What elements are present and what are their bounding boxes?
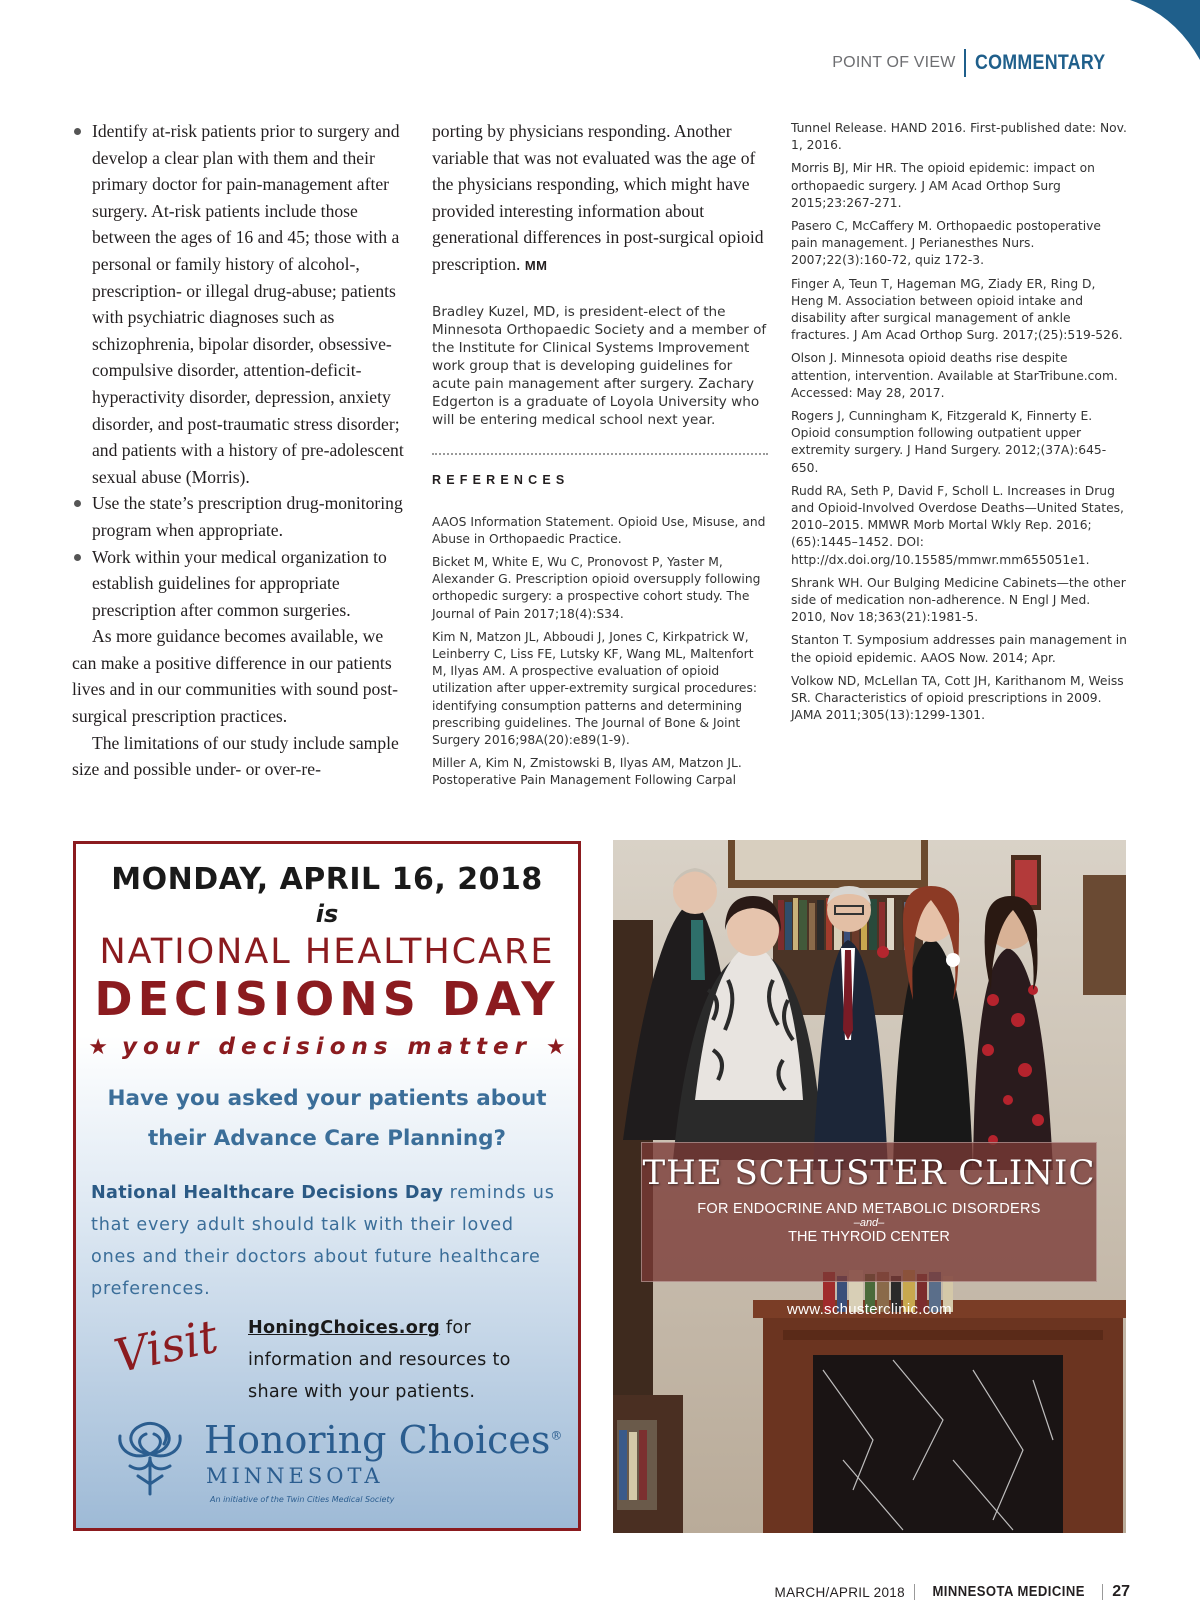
honoring-choices-logo-icon	[110, 1414, 190, 1498]
references-heading: REFERENCES	[432, 472, 570, 487]
clinic-subtitle-2: THE THYROID CENTER	[788, 1229, 950, 1245]
references-column-3	[791, 120, 1129, 731]
reference-item: AAOS Information Statement. Opioid Use, Misuse, and Abuse in Orthopaedic Practice.	[432, 514, 766, 546]
body-paragraph	[432, 118, 768, 280]
references-list	[432, 514, 768, 790]
star-icon: ★	[88, 1035, 108, 1060]
body-paragraph: The limitations of our study include sample size and possible under- or over-re-	[72, 732, 399, 780]
clinic-website-link[interactable]: www.schusterclinic.com	[787, 1301, 952, 1318]
body-paragraph: As more guidance becomes available, we can make a positive difference in our patients lives and in our communities with sound post-surgical prescription practices.	[72, 626, 398, 727]
author-bio: Bradley Kuzel, MD, is president-elect of the Minnesota Orthopaedic Society and a member of the Institute for Clinical Systems Improvement work group that is developing guidelines for acute pain management after surgery. Zachary Edgerton is a graduate of Loyola University who will be entering medical school next year.	[432, 303, 767, 428]
page-footer	[775, 1581, 1130, 1603]
reference-item: Miller A, Kim N, Zmistowski B, Ilyas AM, Matzon JL. Postoperative Pain Management Following Carpal	[432, 756, 742, 788]
reference-item: Kim N, Matzon JL, Abboudi J, Jones C, Kirkpatrick W, Leinberry C, Liss FE, Lutsky KF, Wang ML, Maltenfort M, Ilyas AM. A prospective evaluation of opioid utilization after upper-extremity surgical procedures: identifying consumption patterns and determining prescribing guidelines. The Journal of Bone & Joint Surgery 2016;98A(20):e89(1-9).	[432, 629, 758, 747]
registered-mark: ®	[550, 1428, 563, 1443]
ad-reminder-text	[91, 1177, 561, 1305]
visit-rest: for information and resources to share with your patients.	[248, 1318, 511, 1402]
footer-divider	[914, 1584, 915, 1600]
page-header	[832, 48, 1128, 78]
visit-link[interactable]: HoningChoices.org	[248, 1318, 441, 1338]
magazine-name: MINNESOTA MEDICINE	[932, 1584, 1085, 1600]
reference-item: Volkow ND, McLellan TA, Cott JH, Karithanom M, Weiss SR. Characteristics of opioid prescriptions in 2009. JAMA 2011;305(13):1299-1301.	[791, 673, 1124, 723]
logo-state: MINNESOTA	[206, 1464, 384, 1488]
logo-name	[204, 1418, 562, 1462]
corner-accent	[1120, 0, 1200, 60]
reference-item: Stanton T. Symposium addresses pain management in the opioid epidemic. AAOS Now. 2014; Apr.	[791, 633, 1127, 665]
reminder-rest: reminds us that every adult should talk with their loved ones and their doctors about future healthcare preferences.	[91, 1183, 555, 1299]
category-label: COMMENTARY	[974, 51, 1105, 74]
reference-item: Shrank WH. Our Bulging Medicine Cabinets—the other side of medication non-adherence. N Engl J Med. 2010, Nov 18;363(21):1981-5.	[791, 575, 1126, 625]
issue-date: MARCH/APRIL 2018	[774, 1584, 905, 1600]
ad-tagline	[76, 1034, 578, 1060]
clinic-banner	[641, 1142, 1097, 1282]
end-mark: MM	[524, 257, 548, 273]
ad-headline-line1: NATIONAL HEALTHCARE	[99, 932, 555, 972]
logo-name-text: Honoring Choices	[204, 1418, 551, 1462]
star-icon: ★	[546, 1035, 566, 1060]
list-item: Work within your medical organization to establish guidelines for appropriate prescription after common surgeries.	[72, 544, 404, 624]
section-label: POINT OF VIEW	[832, 54, 956, 71]
tagline-text: your decisions matter	[122, 1034, 532, 1060]
ad-date: MONDAY, APRIL 16, 2018	[111, 862, 543, 897]
article-column-2	[432, 118, 768, 796]
list-item: Identify at-risk patients prior to surgery and develop a clear plan with them and their primary doctor for pain-management after surgery. At-risk patients include those between the ages of 16 and 45; those with a personal or family history of alcohol-, prescription- or illegal drug-abuse; patients with psychiatric diagnoses such as schizophrenia, bipolar disorder, obsessive-compulsive disorder, attention-deficit-hyperactivity disorder, depression, anxiety disorder, and post-traumatic stress disorder; and patients with a history of pre-adolescent sexual abuse (Morris).	[72, 118, 404, 490]
clinic-and: –and–	[853, 1217, 885, 1229]
reference-item: Olson J. Minnesota opioid deaths rise despite attention, intervention. Available at StarTribune.com. Accessed: May 28, 2017.	[791, 351, 1118, 400]
ad-question-line2: their Advance Care Planning?	[147, 1126, 507, 1151]
ad-headline-line2: DECISIONS DAY	[94, 972, 560, 1026]
reference-item: Morris BJ, Mir HR. The opioid epidemic: impact on orthopaedic surgery. J AM Acad Orthop Surg 2015;23:267-271.	[791, 161, 1095, 210]
footer-divider	[1102, 1584, 1103, 1600]
recommendation-list	[72, 118, 404, 623]
clinic-title: THE SCHUSTER CLINIC	[642, 1153, 1096, 1193]
header-divider	[964, 49, 966, 77]
reference-item: Finger A, Teun T, Hageman MG, Ziady ER, Ring D, Heng M. Association between opioid intake and disability after surgical management of ankle fractures. J Am Acad Orthop Surg. 2017;(25):519-526.	[791, 276, 1123, 343]
clinic-subtitle: FOR ENDOCRINE AND METABOLIC DISORDERS	[697, 1201, 1041, 1217]
ad-question-line1: Have you asked your patients about	[107, 1086, 547, 1111]
reference-item: Tunnel Release. HAND 2016. First-published date: Nov. 1, 2016.	[791, 121, 1127, 153]
group-of-people	[623, 868, 1053, 1170]
reference-item: Pasero C, McCaffery M. Orthopaedic postoperative pain management. J Perianesthes Nurs. 2007;22(3):160-72, quiz 172-3.	[791, 219, 1101, 268]
reference-item: Rudd RA, Seth P, David F, Scholl L. Increases in Drug and Opioid-Involved Overdose Deaths—United States, 2010–2015. MMWR Morb Mortal Wkly Rep. 2016;(65):1445–1452. DOI: http://dx.doi.org/10.15585/mmwr.mm655051e1.	[791, 483, 1124, 567]
page-number: 27	[1112, 1583, 1130, 1600]
healthcare-decisions-ad[interactable]	[73, 841, 581, 1531]
visit-text	[248, 1312, 558, 1408]
article-column-1	[72, 118, 404, 783]
dotted-divider	[432, 453, 768, 455]
reference-item: Rogers J, Cunningham K, Fitzgerald K, Finnerty E. Opioid consumption following outpatient upper extremity surgery. J Hand Surgery. 2012;(37A):645-650.	[791, 409, 1107, 475]
reminder-bold: National Healthcare Decisions Day	[91, 1183, 444, 1203]
list-item: Use the state’s prescription drug-monitoring program when appropriate.	[72, 490, 404, 543]
reference-item: Bicket M, White E, Wu C, Pronovost P, Yaster M, Alexander G. Prescription opioid oversupply following orthopedic surgery: a prospective cohort study. The Journal of Pain 2017;18(4):S34.	[432, 554, 761, 621]
continuation-text: porting by physicians responding. Another variable that was not evaluated was the age of the physicians responding, which might have provided interesting information about generational differences in post-surgical opioid prescription.	[432, 121, 764, 274]
schuster-clinic-ad[interactable]	[613, 840, 1126, 1533]
ad-is: is	[315, 900, 339, 928]
visit-script: Visit	[109, 1308, 223, 1384]
logo-initiative: An initiative of the Twin Cities Medical Society	[210, 1495, 395, 1504]
